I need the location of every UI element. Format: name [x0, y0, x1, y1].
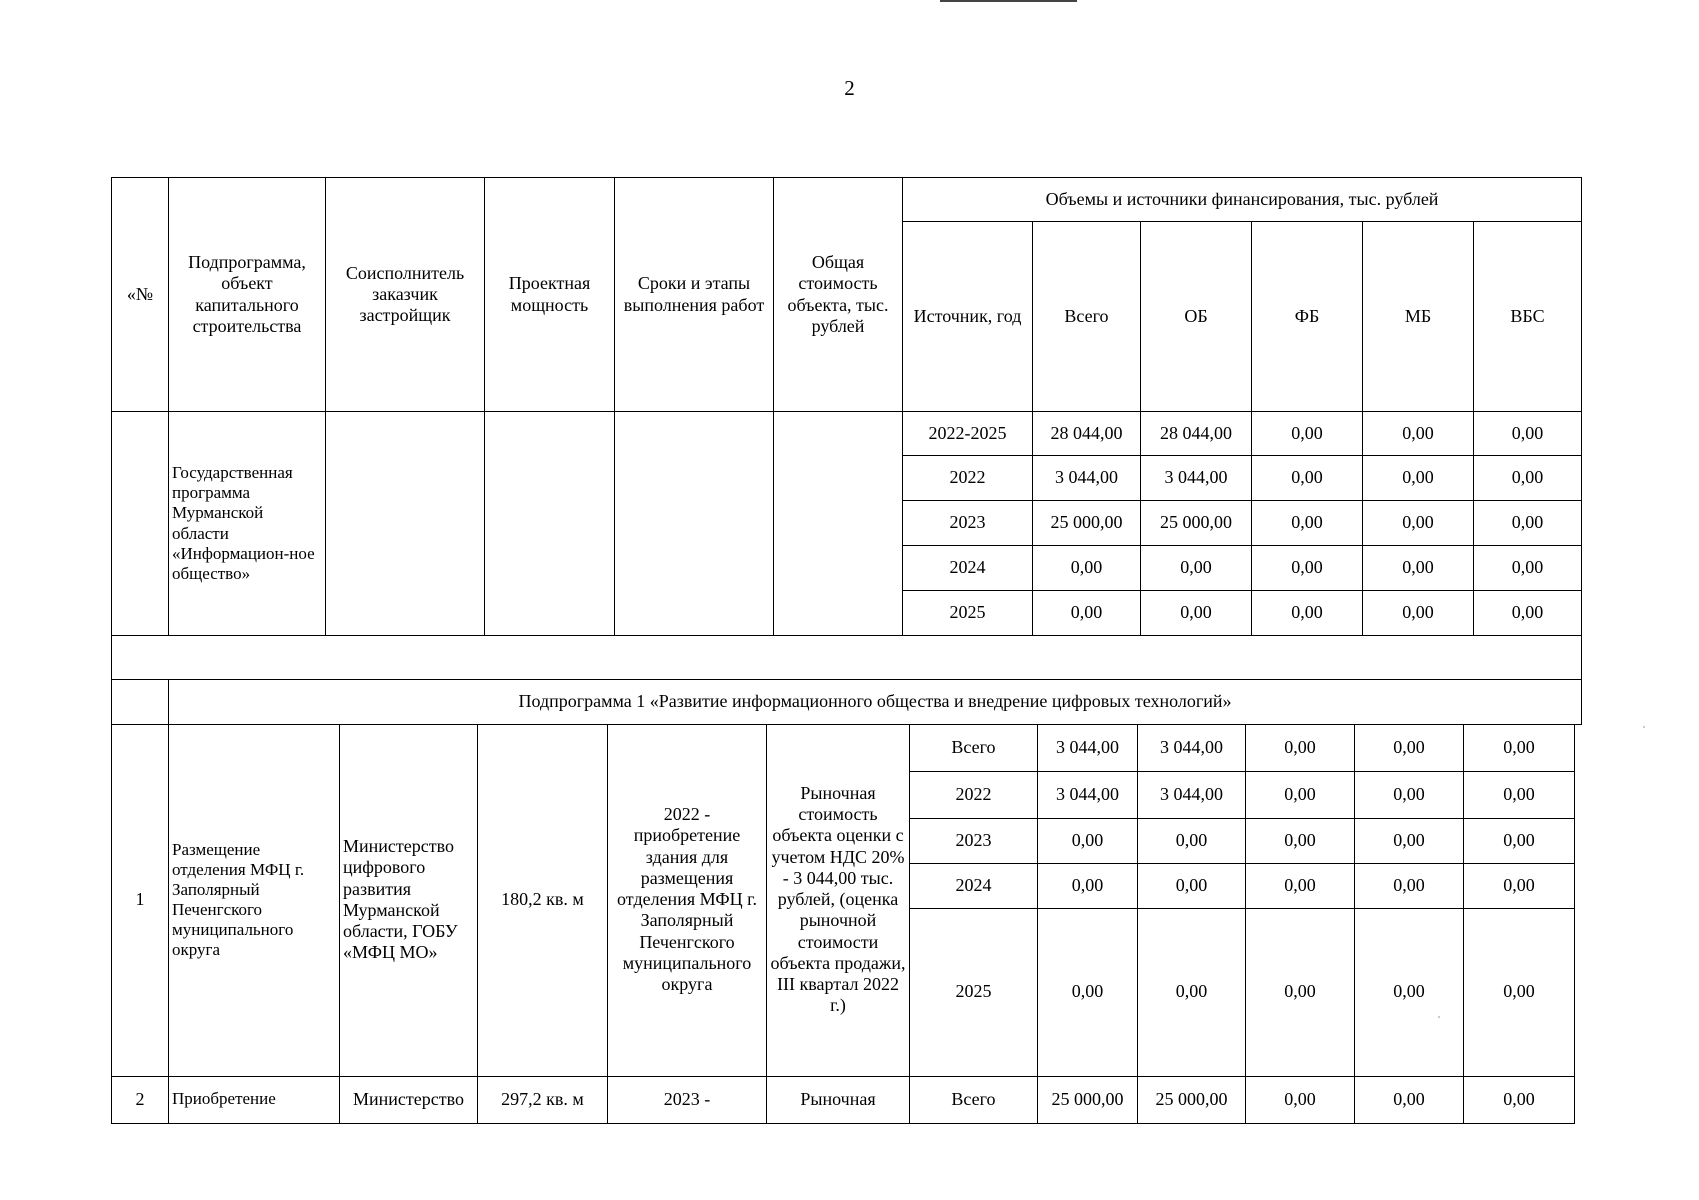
object-name: Размещение отделения МФЦ г. Заполярный Печенгского муниципального округа	[169, 724, 340, 1076]
vbs-cell: 0,00	[1464, 724, 1575, 771]
total-cell: 28 044,00	[1033, 412, 1141, 456]
object-capacity: 180,2 кв. м	[478, 724, 608, 1076]
year-cell: 2024	[903, 546, 1033, 591]
object-total-cost: Рыночная стоимость объекта оценки с учетом НДС 20% - 3 044,00 тыс. рублей, (оценка рыночной стоимости объекта продажи, III квартал 2022 г.)	[767, 724, 910, 1076]
ob-cell: 3 044,00	[1138, 771, 1246, 818]
vbs-cell: 0,00	[1474, 501, 1582, 546]
program-terms-cell	[615, 412, 774, 636]
header-mb: МБ	[1363, 222, 1474, 412]
header-vbs: ВБС	[1474, 222, 1582, 412]
ob-cell: 3 044,00	[1138, 724, 1246, 771]
mb-cell: 0,00	[1355, 724, 1464, 771]
fb-cell: 0,00	[1252, 591, 1363, 636]
fb-cell: 0,00	[1252, 412, 1363, 456]
fb-cell: 0,00	[1246, 724, 1355, 771]
mb-cell: 0,00	[1355, 818, 1464, 863]
mb-cell: 0,00	[1363, 456, 1474, 501]
year-cell: 2023	[910, 818, 1038, 863]
object-name: Приобретение	[169, 1076, 340, 1123]
total-cell: 0,00	[1038, 863, 1138, 908]
fb-cell: 0,00	[1252, 456, 1363, 501]
table-row	[112, 724, 1575, 771]
table-row	[112, 1076, 1575, 1123]
vbs-cell: 0,00	[1474, 591, 1582, 636]
ob-cell: 0,00	[1138, 818, 1246, 863]
total-cell: 0,00	[1033, 546, 1141, 591]
year-cell: Всего	[910, 724, 1038, 771]
subprogram-no-cell	[112, 680, 169, 725]
top-rule	[940, 0, 1077, 2]
header-terms: Сроки и этапы выполнения работ	[615, 178, 774, 412]
vbs-cell: 0,00	[1464, 818, 1575, 863]
object-no: 2	[112, 1076, 169, 1123]
mb-cell: 0,00	[1355, 771, 1464, 818]
ob-cell: 3 044,00	[1141, 456, 1252, 501]
object-terms: 2023 -	[608, 1076, 767, 1123]
total-cell: 0,00	[1033, 591, 1141, 636]
ob-cell: 25 000,00	[1141, 501, 1252, 546]
vbs-cell: 0,00	[1464, 863, 1575, 908]
program-cost-cell	[774, 412, 903, 636]
vbs-cell: 0,00	[1464, 1076, 1575, 1123]
table-row	[112, 412, 1582, 456]
spacer-cell	[112, 636, 1582, 680]
total-cell: 25 000,00	[1033, 501, 1141, 546]
ob-cell: 28 044,00	[1141, 412, 1252, 456]
objects-table	[111, 724, 1575, 1124]
ob-cell: 0,00	[1141, 546, 1252, 591]
ob-cell: 0,00	[1141, 591, 1252, 636]
object-coexecutor: Министерство цифрового развития Мурманской области, ГОБУ «МФЦ МО»	[340, 724, 478, 1076]
total-cell: 25 000,00	[1038, 1076, 1138, 1123]
ob-cell: 0,00	[1138, 863, 1246, 908]
financing-table	[111, 177, 1582, 725]
program-capacity-cell	[485, 412, 615, 636]
header-total-cost: Общая стоимость объекта, тыс. рублей	[774, 178, 903, 412]
fb-cell: 0,00	[1246, 771, 1355, 818]
fb-cell: 0,00	[1252, 501, 1363, 546]
header-subprogram: Подпрограмма, объект капитального строительства	[169, 178, 326, 412]
mb-cell: 0,00	[1363, 412, 1474, 456]
object-capacity: 297,2 кв. м	[478, 1076, 608, 1123]
year-cell: 2022-2025	[903, 412, 1033, 456]
vbs-cell: 0,00	[1464, 771, 1575, 818]
mb-cell: 0,00	[1363, 546, 1474, 591]
header-ob: ОБ	[1141, 222, 1252, 412]
object-coexecutor: Министерство	[340, 1076, 478, 1123]
vbs-cell: 0,00	[1474, 456, 1582, 501]
ob-cell: 25 000,00	[1138, 1076, 1246, 1123]
header-row	[112, 178, 1582, 222]
header-source-year: Источник, год	[903, 222, 1033, 412]
mb-cell: 0,00	[1355, 908, 1464, 1076]
year-cell: 2025	[903, 591, 1033, 636]
object-no: 1	[112, 724, 169, 1076]
mb-cell: 0,00	[1355, 1076, 1464, 1123]
year-cell: 2024	[910, 863, 1038, 908]
vbs-cell: 0,00	[1474, 412, 1582, 456]
header-financing-group: Объемы и источники финансирования, тыс. рублей	[903, 178, 1582, 222]
fb-cell: 0,00	[1246, 818, 1355, 863]
program-coexecutor-cell	[326, 412, 485, 636]
subprogram-title: Подпрограмма 1 «Развитие информационного общества и внедрение цифровых технологий»	[169, 680, 1582, 725]
total-cell: 0,00	[1038, 908, 1138, 1076]
object-total-cost: Рыночная	[767, 1076, 910, 1123]
vbs-cell: 0,00	[1474, 546, 1582, 591]
year-cell: 2022	[903, 456, 1033, 501]
year-cell: 2023	[903, 501, 1033, 546]
total-cell: 3 044,00	[1033, 456, 1141, 501]
header-coexecutor: Соисполнитель заказчик застройщик	[326, 178, 485, 412]
year-cell: 2025	[910, 908, 1038, 1076]
object-terms: 2022 - приобретение здания для размещения отделения МФЦ г. Заполярный Печенгского муниципального округа	[608, 724, 767, 1076]
program-name: Государственная программа Мурманской области «Информацион-ное общество»	[169, 412, 326, 636]
mb-cell: 0,00	[1355, 863, 1464, 908]
mb-cell: 0,00	[1363, 591, 1474, 636]
year-cell: 2022	[910, 771, 1038, 818]
spacer-row	[112, 636, 1582, 680]
year-cell: Всего	[910, 1076, 1038, 1123]
scan-speck	[1643, 726, 1645, 728]
subprogram-row	[112, 680, 1582, 725]
vbs-cell: 0,00	[1464, 908, 1575, 1076]
header-capacity: Проектная мощность	[485, 178, 615, 412]
ob-cell: 0,00	[1138, 908, 1246, 1076]
fb-cell: 0,00	[1246, 1076, 1355, 1123]
total-cell: 3 044,00	[1038, 771, 1138, 818]
program-no-cell	[112, 412, 169, 636]
total-cell: 0,00	[1038, 818, 1138, 863]
mb-cell: 0,00	[1363, 501, 1474, 546]
header-no: «№	[112, 178, 169, 412]
fb-cell: 0,00	[1252, 546, 1363, 591]
fb-cell: 0,00	[1246, 863, 1355, 908]
fb-cell: 0,00	[1246, 908, 1355, 1076]
page-number: 2	[844, 76, 855, 100]
header-total: Всего	[1033, 222, 1141, 412]
total-cell: 3 044,00	[1038, 724, 1138, 771]
header-fb: ФБ	[1252, 222, 1363, 412]
